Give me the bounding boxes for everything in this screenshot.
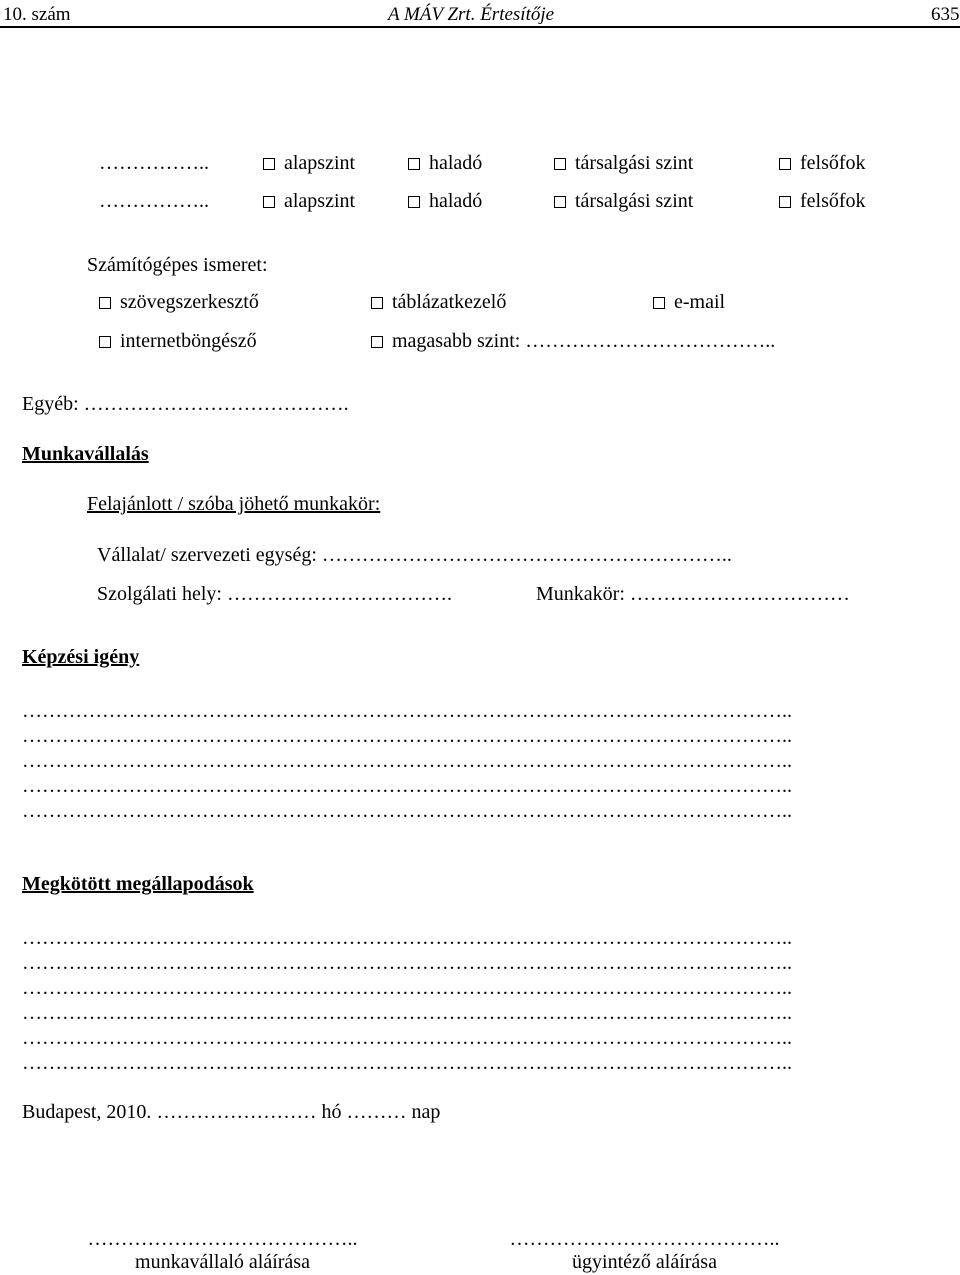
agreement-line[interactable]: …………………………………………………………………………………………………….. (22, 927, 792, 949)
checkbox-halado[interactable]: haladó (408, 153, 482, 173)
training-line[interactable]: …………………………………………………………………………………………………….. (22, 750, 792, 772)
checkbox-alapszint[interactable]: alapszint (263, 191, 355, 211)
checkbox-icon (779, 158, 791, 170)
other-field[interactable]: Egyéb: …………………………………. (22, 393, 349, 415)
signature-label: munkavállaló aláírása (135, 1251, 310, 1273)
checkbox-tarsalgasi[interactable]: társalgási szint (554, 153, 693, 173)
checkbox-icon (653, 297, 665, 309)
training-line[interactable]: …………………………………………………………………………………………………….. (22, 775, 792, 797)
checkbox-icon (408, 158, 420, 170)
training-line[interactable]: …………………………………………………………………………………………………….. (22, 725, 792, 747)
agreement-line[interactable]: …………………………………………………………………………………………………….. (22, 1052, 792, 1074)
header-rule (0, 26, 960, 28)
checkbox-tarsalgasi[interactable]: társalgási szint (554, 191, 693, 211)
signature-line[interactable]: ………………………………….. (87, 1228, 358, 1250)
signature-administrator (462, 1229, 827, 1272)
day-blank[interactable]: ……… (346, 1101, 407, 1123)
signature-label: ügyintéző aláírása (572, 1251, 717, 1273)
checkbox-icon (263, 158, 275, 170)
signature-employee (40, 1229, 405, 1272)
section-title-training: Képzési igény (22, 646, 140, 668)
checkbox-icon (99, 297, 111, 309)
checkbox-icon (408, 196, 420, 208)
header-title: A MÁV Zrt. Értesítője (388, 4, 555, 25)
checkbox-felsofok[interactable]: felsőfok (779, 153, 866, 173)
date-prefix: Budapest, 2010. (22, 1101, 157, 1123)
section-title-agreements: Megkötött megállapodások (22, 873, 254, 895)
month-label: hó (316, 1101, 347, 1123)
month-blank[interactable]: …………………… (156, 1101, 317, 1123)
agreement-line[interactable]: …………………………………………………………………………………………………….. (22, 977, 792, 999)
date-line (22, 1102, 440, 1122)
offered-job-subtitle: Felajánlott / szóba jöhető munkakör: (87, 493, 381, 515)
checkbox-icon (263, 196, 275, 208)
checkbox-internetbongeszo[interactable]: internetböngésző (99, 331, 257, 351)
work-place-field[interactable]: Szolgálati hely: ……………………………. (97, 583, 452, 605)
page-number: 635 (931, 4, 960, 25)
checkbox-szovegszerkeszto[interactable]: szövegszerkesztő (99, 292, 259, 312)
training-line[interactable]: …………………………………………………………………………………………………….. (22, 800, 792, 822)
agreement-line[interactable]: …………………………………………………………………………………………………….. (22, 1002, 792, 1024)
section-title-employment: Munkavállalás (22, 443, 149, 465)
checkbox-icon (371, 297, 383, 309)
day-label: nap (406, 1101, 441, 1123)
checkbox-email[interactable]: e-mail (653, 292, 725, 312)
checkbox-felsofok[interactable]: felsőfok (779, 191, 866, 211)
header-left: 10. szám (3, 4, 71, 25)
checkbox-halado[interactable]: haladó (408, 191, 482, 211)
language-blank: …………….. (99, 152, 209, 174)
agreement-line[interactable]: …………………………………………………………………………………………………….. (22, 952, 792, 974)
training-line[interactable]: …………………………………………………………………………………………………….. (22, 700, 792, 722)
checkbox-icon (99, 336, 111, 348)
computer-skills-label: Számítógépes ismeret: (87, 254, 268, 276)
checkbox-tablazatkezelo[interactable]: táblázatkezelő (371, 292, 506, 312)
checkbox-icon (554, 196, 566, 208)
signature-line[interactable]: ………………………………….. (509, 1228, 780, 1250)
checkbox-icon (779, 196, 791, 208)
company-unit-field[interactable]: Vállalat/ szervezeti egység: …………………………………………………….. (97, 544, 732, 566)
checkbox-icon (554, 158, 566, 170)
checkbox-magasabb-szint[interactable]: magasabb szint: ……………………………….. (371, 331, 775, 351)
agreement-line[interactable]: …………………………………………………………………………………………………….. (22, 1027, 792, 1049)
language-blank: …………….. (99, 190, 209, 212)
job-title-field[interactable]: Munkakör: …………………………… (536, 583, 850, 605)
checkbox-icon (371, 336, 383, 348)
checkbox-alapszint[interactable]: alapszint (263, 153, 355, 173)
